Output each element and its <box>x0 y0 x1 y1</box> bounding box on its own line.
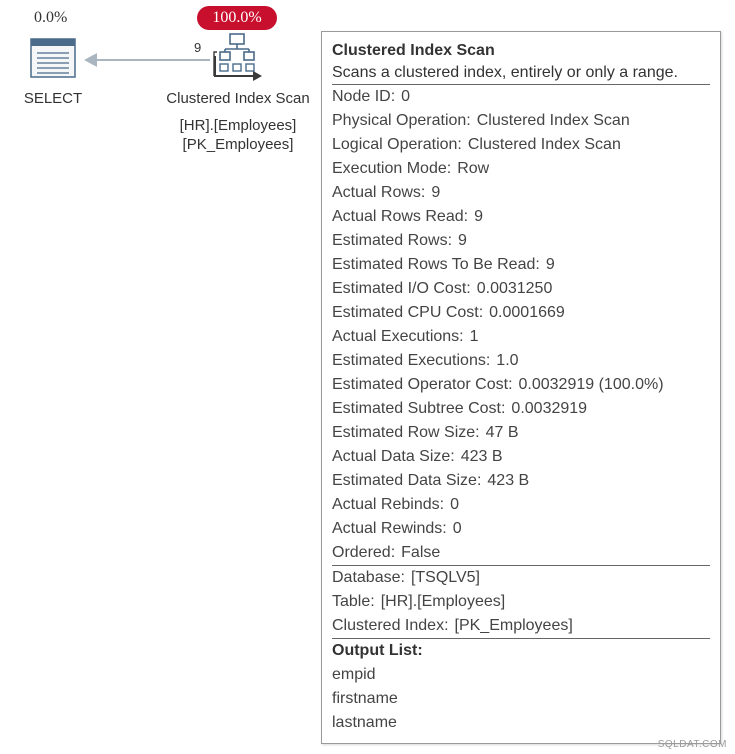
data-flow-arrow[interactable] <box>84 50 210 70</box>
property-row <box>332 229 710 253</box>
object-info-row <box>332 590 710 614</box>
property-value: 9 <box>458 232 467 249</box>
property-key: Actual Rebinds: <box>332 496 445 513</box>
property-value: 0 <box>401 88 411 105</box>
object-info-key: Table: <box>332 593 375 610</box>
property-key: Estimated CPU Cost: <box>332 304 484 321</box>
operator-tooltip <box>321 31 721 744</box>
property-key: Estimated I/O Cost: <box>332 280 471 297</box>
property-row <box>332 493 710 517</box>
property-value: False <box>401 544 441 561</box>
property-key: Actual Rewinds: <box>332 520 447 537</box>
clustered-index-scan-icon[interactable] <box>212 32 264 82</box>
watermark: SQLDAT.COM <box>657 739 727 750</box>
select-label: SELECT <box>23 90 83 107</box>
object-info-value: [TSQLV5] <box>410 569 480 586</box>
property-value: Clustered Index Scan <box>476 112 630 129</box>
property-row <box>332 205 710 229</box>
property-value: 0 <box>450 496 459 513</box>
output-column: empid <box>332 666 376 683</box>
property-value: 9 <box>431 184 441 201</box>
property-row <box>332 421 710 445</box>
property-row <box>332 301 710 325</box>
property-key: Estimated Rows: <box>332 232 453 249</box>
property-value: Clustered Index Scan <box>467 136 621 153</box>
property-value: 9 <box>474 208 483 225</box>
property-key: Execution Mode: <box>332 160 452 177</box>
property-value: 1.0 <box>496 352 519 369</box>
property-row <box>332 253 710 277</box>
property-key: Estimated Data Size: <box>332 472 482 489</box>
property-key: Estimated Operator Cost: <box>332 376 513 393</box>
property-row <box>332 181 710 205</box>
property-value: 47 B <box>485 424 519 441</box>
object-info-key: Clustered Index: <box>332 617 449 634</box>
property-key: Estimated Row Size: <box>332 424 480 441</box>
property-key: Actual Rows Read: <box>332 208 469 225</box>
arrow-row-count: 9 <box>194 40 202 55</box>
property-value: 0 <box>452 520 462 537</box>
scan-label: Clustered Index Scan <box>166 90 310 107</box>
output-column: firstname <box>332 690 398 707</box>
property-row <box>332 349 710 373</box>
scan-index-name: [PK_Employees] <box>182 136 294 153</box>
property-row <box>332 469 710 493</box>
select-cost-percent: 0.0% <box>34 9 68 26</box>
property-key: Actual Executions: <box>332 328 464 345</box>
property-row <box>332 157 710 181</box>
property-value: 9 <box>545 256 555 273</box>
property-row <box>332 397 710 421</box>
property-row <box>332 109 710 133</box>
property-row <box>332 517 710 541</box>
property-value: 0.0032919 <box>511 400 588 417</box>
property-row <box>332 325 710 349</box>
property-value: 0.0001669 <box>489 304 565 321</box>
output-column: lastname <box>332 714 397 731</box>
property-key: Logical Operation: <box>332 136 462 153</box>
property-value: 0.0032919 (100.0%) <box>518 376 664 393</box>
object-info-row <box>332 614 710 639</box>
property-row <box>332 133 710 157</box>
property-value: 1 <box>469 328 479 345</box>
property-key: Physical Operation: <box>332 112 471 129</box>
scan-cost-badge: 100.0% <box>197 6 277 30</box>
object-info-value: [HR].[Employees] <box>380 593 506 610</box>
property-row <box>332 85 710 109</box>
property-value: Row <box>457 160 490 177</box>
properties-list <box>332 85 710 566</box>
property-key: Estimated Rows To Be Read: <box>332 256 540 273</box>
property-row <box>332 541 710 566</box>
property-row <box>332 373 710 397</box>
property-key: Node ID: <box>332 88 396 105</box>
property-key: Ordered: <box>332 544 396 561</box>
object-info-list <box>332 566 710 639</box>
property-key: Estimated Executions: <box>332 352 491 369</box>
tooltip-title: Clustered Index Scan <box>332 42 495 59</box>
select-icon[interactable] <box>30 38 76 78</box>
object-info-value: [PK_Employees] <box>454 617 573 634</box>
object-info-row <box>332 566 710 590</box>
property-key: Actual Data Size: <box>332 448 455 465</box>
property-value: 423 B <box>460 448 503 465</box>
tooltip-description: Scans a clustered index, entirely or only a range. <box>332 62 710 85</box>
output-list-header: Output List: <box>332 642 423 659</box>
property-row <box>332 277 710 301</box>
property-key: Estimated Subtree Cost: <box>332 400 506 417</box>
property-row <box>332 445 710 469</box>
scan-table-name: [HR].[Employees] <box>179 117 297 134</box>
property-value: 0.0031250 <box>476 280 553 297</box>
object-info-key: Database: <box>332 569 405 586</box>
property-value: 423 B <box>487 472 530 489</box>
property-key: Actual Rows: <box>332 184 426 201</box>
